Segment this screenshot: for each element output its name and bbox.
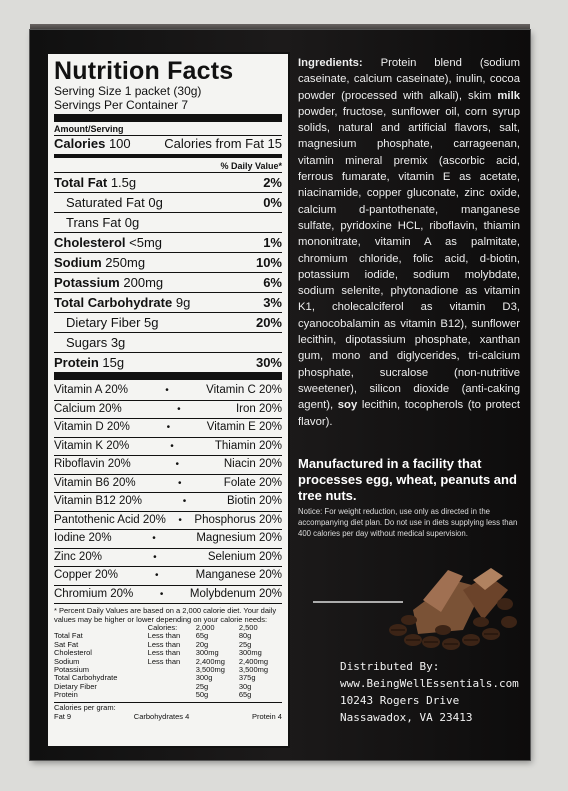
nutrient-daily-value: 30%: [255, 355, 282, 370]
daily-value-table-row: [54, 691, 282, 699]
calories-per-gram-label: Calories per gram:: [54, 702, 116, 712]
vitamin-right: Magnesium 20%: [196, 532, 282, 544]
vitamin-row: [54, 437, 282, 456]
ingredients-part-3: lecithin, tocopherols (to protect flavor).: [298, 399, 521, 428]
vitamin-right: Iron 20%: [235, 402, 282, 415]
nutrient-row: [54, 332, 282, 352]
nutrient-amount: 3g: [110, 335, 126, 350]
daily-value-table-cell: [148, 683, 196, 691]
nutrient-amount: 250mg: [105, 255, 146, 270]
daily-value-table-cell: [148, 691, 196, 699]
nutrient-label: Sodium: [54, 255, 102, 270]
daily-value-table-cell: Less than: [147, 648, 181, 658]
nutrient-row: [54, 292, 282, 312]
daily-value-table-cell: 25g: [195, 681, 209, 691]
ingredients-part-2: powder, fructose, sunflower oil, corn syrup solids, natural and artificial flavors, salt, magnesium phosphate, carrageenan, vitamin mineral premix (ascorbic acid, ferrous fumarate, vitamin E as acetate, niacinamide, copper gluconate, zinc oxide, calcium d-pantothenate, manganese sulfate, pyridoxine HCL, riboflavin, thiamin mononitrate, vitamin A as palmitate, chromium chloride, folic acid, d-biotin, potassium iodide, sodium molybdate, sodium selenite, phytonadione as vitamin K1, cholecalciferol as vitamin D3, cyanocobalamin as vitamin B12), sunflower lecithin, dipotassium phosphate, xanthan gum, mono and diglycerides, tri-calcium phosphate, sucralose (non-nutritive sweetener), silicon dioxide (anti-caking agent),: [298, 105, 520, 412]
nutrient-name: [54, 253, 145, 272]
vitamin-row: [54, 566, 282, 585]
vitamin-right: Thiamin 20%: [214, 439, 282, 452]
nutrition-facts-panel: [46, 52, 290, 748]
distributor-label: Distributed By:: [340, 660, 440, 673]
nutrient-label: Trans Fat: [66, 215, 122, 230]
calories-per-gram: [54, 702, 282, 721]
daily-value-table-cell: 375g: [238, 673, 256, 683]
nutrient-label: Protein: [54, 355, 99, 370]
vitamin-rows: [54, 382, 282, 603]
cpg-fat: Fat 9: [54, 711, 72, 721]
vitamin-right: Molybdenum 20%: [189, 587, 282, 600]
daily-value-table-cell: Cholesterol: [54, 648, 92, 658]
nutrient-row: [54, 272, 282, 292]
daily-value-table-cell: 50g: [195, 690, 209, 700]
vitamin-left: Pantothenic Acid 20%: [54, 513, 166, 526]
nutrient-label: Saturated Fat: [66, 195, 145, 210]
calories-row: [54, 136, 282, 152]
bullet-separator: •: [153, 551, 157, 563]
vitamin-left: Iodine 20%: [54, 532, 112, 544]
nutrient-row: [54, 232, 282, 252]
daily-value-header: % Daily Value*: [220, 161, 282, 171]
daily-value-footnote: * Percent Daily Values are based on a 2,000 calorie diet. Your daily values may be higher or lower depending on your calorie needs:: [54, 606, 277, 624]
bullet-separator: •: [159, 588, 164, 600]
daily-value-table-cell: 2,400mg: [238, 656, 269, 666]
nutrient-label: Sugars: [66, 335, 108, 350]
vitamin-right: Folate 20%: [223, 476, 282, 489]
daily-value-table-cell: Less than: [147, 639, 181, 649]
daily-value-table-cell: Total Carbohydrate: [54, 673, 118, 683]
nutrient-daily-value: 6%: [263, 275, 282, 290]
amount-per-serving: Amount/Serving: [54, 124, 124, 134]
bullet-separator: •: [165, 385, 169, 396]
daily-value-table-cell: [148, 666, 196, 674]
nutrient-row: [54, 192, 282, 212]
nutrient-name: [54, 353, 124, 372]
nutrient-daily-value: 20%: [255, 315, 282, 330]
nutrition-title: Nutrition Facts: [54, 57, 234, 85]
vitamin-left: Vitamin A 20%: [54, 384, 128, 396]
bullet-separator: •: [177, 477, 182, 489]
nutrient-name: [54, 293, 190, 312]
daily-value-table-cell: Dietary Fiber: [54, 681, 97, 691]
nutrient-name: [54, 173, 136, 192]
daily-value-table-cell: 2,000: [195, 623, 215, 632]
bullet-separator: •: [166, 422, 171, 433]
distributor-street: 10243 Rogers Drive: [340, 694, 460, 707]
nutrient-name: [54, 273, 163, 292]
ingredients-label: Ingredients:: [298, 57, 363, 69]
serving-size: Serving Size 1 packet (30g): [54, 84, 202, 98]
ingredients-text: [298, 55, 520, 430]
daily-value-table-cell: 300g: [195, 673, 213, 683]
bullet-separator: •: [175, 459, 180, 470]
calories-label: Calories: [54, 136, 106, 151]
allergen-soy: soy: [337, 399, 358, 412]
nutrient-row: [54, 172, 282, 192]
daily-value-table-cell: Potassium: [54, 665, 90, 675]
vitamin-left: Chromium 20%: [54, 587, 134, 600]
daily-value-table-cell: Calories:: [147, 623, 178, 632]
nutrient-daily-value: 0%: [263, 195, 282, 210]
vitamin-right: Phosphorus 20%: [194, 513, 282, 526]
nutrient-label: Potassium: [54, 275, 120, 290]
daily-value-table-cell: 30g: [238, 681, 252, 691]
nutrient-daily-value: 3%: [263, 295, 282, 310]
nutrient-daily-value: 1%: [263, 235, 282, 250]
vitamin-row: [54, 400, 282, 419]
ingredients-part-1: Protein blend (sodium caseinate, calcium caseinate), inulin, cocoa powder (processed with alkali), skim: [298, 57, 520, 102]
nutrient-row: [54, 312, 282, 332]
vitamin-row: [54, 382, 282, 400]
vitamin-left: Zinc 20%: [54, 550, 102, 563]
daily-value-table-cell: 300mg: [195, 648, 219, 658]
divider-medium: [54, 154, 282, 158]
vitamin-left: Riboflavin 20%: [54, 458, 131, 470]
vitamin-row: [54, 511, 282, 530]
nutrient-label: Total Fat: [54, 175, 108, 190]
servings-per-container: Servings Per Container 7: [54, 98, 189, 112]
calories-value: 100: [108, 136, 131, 151]
distributor-city: Nassawadox, VA 23413: [340, 711, 473, 724]
daily-value-table-cell: Less than: [147, 631, 181, 641]
bullet-separator: •: [182, 496, 187, 507]
vitamin-right: Biotin 20%: [227, 495, 282, 507]
vitamin-right: Selenium 20%: [207, 550, 282, 563]
vitamin-right: Manganese 20%: [195, 569, 282, 581]
vitamin-left: Vitamin B6 20%: [54, 476, 136, 489]
vitamin-left: Vitamin B12 20%: [54, 495, 143, 507]
bullet-separator: •: [152, 533, 156, 544]
chocolate-coffee-beans-image: [313, 560, 523, 650]
daily-value-table-cell: 2,500: [238, 623, 258, 632]
nutrient-row: [54, 212, 282, 232]
nutrient-amount: 5g: [144, 315, 159, 330]
nutrient-rows: [54, 172, 282, 372]
nutrient-amount: 9g: [175, 295, 191, 310]
daily-value-table-cell: [148, 674, 196, 682]
nutrient-label: Dietary Fiber: [66, 315, 141, 330]
vitamin-left: Calcium 20%: [54, 402, 122, 415]
distributor-block: [340, 658, 525, 726]
nutrient-amount: 1.5g: [110, 175, 137, 190]
daily-value-table-cell: 3,500mg: [238, 665, 269, 675]
divider: [54, 603, 282, 604]
nutrient-amount: 0g: [148, 195, 163, 210]
nutrient-name: [66, 193, 163, 212]
nutrient-name: [66, 333, 125, 352]
allergen-milk: milk: [497, 89, 520, 102]
distributor-url: www.BeingWellEssentials.com: [340, 677, 519, 690]
nutrient-amount: <5mg: [129, 235, 163, 250]
daily-value-table-cell: 2,400mg: [195, 656, 225, 666]
notice-text: Notice: For weight reduction, use only as directed in the accompanying diet plan. Do not use in diets supplying less than 400 calories per day without medical supervision.: [298, 507, 518, 538]
daily-value-table-cell: 65g: [195, 631, 209, 641]
calories-from-fat: Calories from Fat 15: [164, 136, 282, 151]
nutrient-label: Cholesterol: [54, 235, 126, 250]
daily-value-table: [54, 624, 282, 700]
nutrient-row: [54, 352, 282, 372]
bullet-separator: •: [170, 440, 174, 452]
nutrient-name: [66, 213, 139, 232]
nutrient-amount: 200mg: [123, 275, 164, 290]
nutrient-name: [66, 313, 159, 332]
daily-value-table-cell: Less than: [147, 656, 181, 666]
vitamin-right: Vitamin C 20%: [206, 384, 282, 396]
vitamin-left: Copper 20%: [54, 569, 118, 581]
vitamin-right: Vitamin E 20%: [206, 421, 282, 433]
nutrient-amount: 15g: [102, 355, 125, 370]
cpg-protein: Protein 4: [251, 711, 282, 721]
vitamin-right: Niacin 20%: [223, 458, 282, 470]
daily-value-table-cell: Total Fat: [54, 631, 83, 641]
vitamin-row: [54, 492, 282, 511]
cpg-carbohydrates: Carbohydrates 4: [133, 711, 190, 721]
bullet-separator: •: [155, 570, 159, 581]
daily-value-table-cell: Sat Fat: [54, 639, 79, 649]
bullet-separator: •: [177, 403, 181, 415]
vitamin-row: [54, 455, 282, 474]
vitamin-row: [54, 585, 282, 604]
nutrient-label: Total Carbohydrate: [54, 295, 173, 310]
daily-value-table-cell: 20g: [195, 639, 209, 649]
daily-value-table-cell: Protein: [54, 690, 78, 700]
nutrient-row: [54, 252, 282, 272]
daily-value-table-cell: 300mg: [238, 648, 262, 658]
divider-thick: [54, 114, 282, 122]
divider-thick: [54, 372, 282, 380]
bullet-separator: •: [178, 514, 182, 526]
vitamin-left: Vitamin K 20%: [54, 439, 130, 452]
vitamin-row: [54, 418, 282, 437]
allergen-statement: Manufactured in a facility that processes egg, wheat, peanuts and tree nuts.: [298, 456, 517, 503]
nutrient-name: [54, 233, 162, 252]
daily-value-table-cell: 3,500mg: [195, 665, 225, 675]
daily-value-table-cell: Sodium: [54, 656, 80, 666]
vitamin-left: Vitamin D 20%: [54, 421, 130, 433]
daily-value-table-cell: 25g: [238, 639, 252, 649]
nutrient-daily-value: 2%: [263, 175, 282, 190]
daily-value-table-cell: 80g: [238, 631, 252, 641]
vitamin-row: [54, 529, 282, 548]
vitamin-row: [54, 474, 282, 493]
daily-value-table-cell: 65g: [238, 690, 252, 700]
nutrient-daily-value: 10%: [255, 255, 282, 270]
nutrient-amount: 0g: [124, 215, 140, 230]
vitamin-row: [54, 548, 282, 567]
